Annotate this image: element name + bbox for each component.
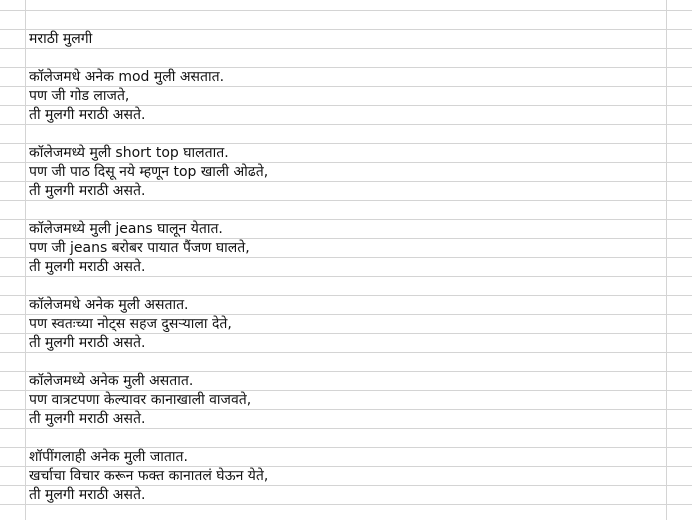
poem-line: कॉलेजमध्ये अनेक मुली असतात.: [29, 373, 194, 389]
poem-line: कॉलेजमधे अनेक mod मुली असतात.: [29, 69, 225, 85]
poem-title: मराठी मुलगी: [29, 31, 93, 47]
grid-row: [0, 0, 692, 11]
grid-row: [0, 11, 692, 30]
grid-row: [0, 30, 692, 49]
poem-line: पण स्वतःच्या नोट्स सहज दुसऱ्याला देते,: [29, 316, 232, 332]
poem-line: शॉपींगलाही अनेक मुली जातात.: [29, 449, 188, 465]
grid-row: [0, 505, 692, 520]
poem-line: पण जी पाठ दिसू नये म्हणून top खाली ओढते,: [29, 164, 269, 180]
poem-line: ती मुलगी मराठी असते.: [29, 411, 146, 427]
poem-line: ती मुलगी मराठी असते.: [29, 259, 146, 275]
grid-row: [0, 49, 692, 68]
poem-line: ती मुलगी मराठी असते.: [29, 107, 146, 123]
poem-line: पण जी jeans बरोबर पायात पैंजण घालते,: [29, 240, 250, 256]
grid-row: [0, 429, 692, 448]
grid-row: [0, 201, 692, 220]
poem-line: पण जी गोड लाजते,: [29, 88, 130, 104]
poem-line: खर्चाचा विचार करून फक्त कानातलं घेऊन येते,: [29, 468, 269, 484]
poem-line: कॉलेजमध्ये मुली short top घालतात.: [29, 145, 229, 161]
poem-line: पण वात्रटपणा केल्यावर कानाखाली वाजवते,: [29, 392, 252, 408]
poem-line: ती मुलगी मराठी असते.: [29, 183, 146, 199]
poem-line: ती मुलगी मराठी असते.: [29, 487, 146, 503]
poem-line: कॉलेजमध्ये मुली jeans घालून येतात.: [29, 221, 223, 237]
grid-row: [0, 277, 692, 296]
poem-line: ती मुलगी मराठी असते.: [29, 335, 146, 351]
poem-line: कॉलेजमधे अनेक मुली असतात.: [29, 297, 189, 313]
grid-row: [0, 353, 692, 372]
grid-row: [0, 125, 692, 144]
